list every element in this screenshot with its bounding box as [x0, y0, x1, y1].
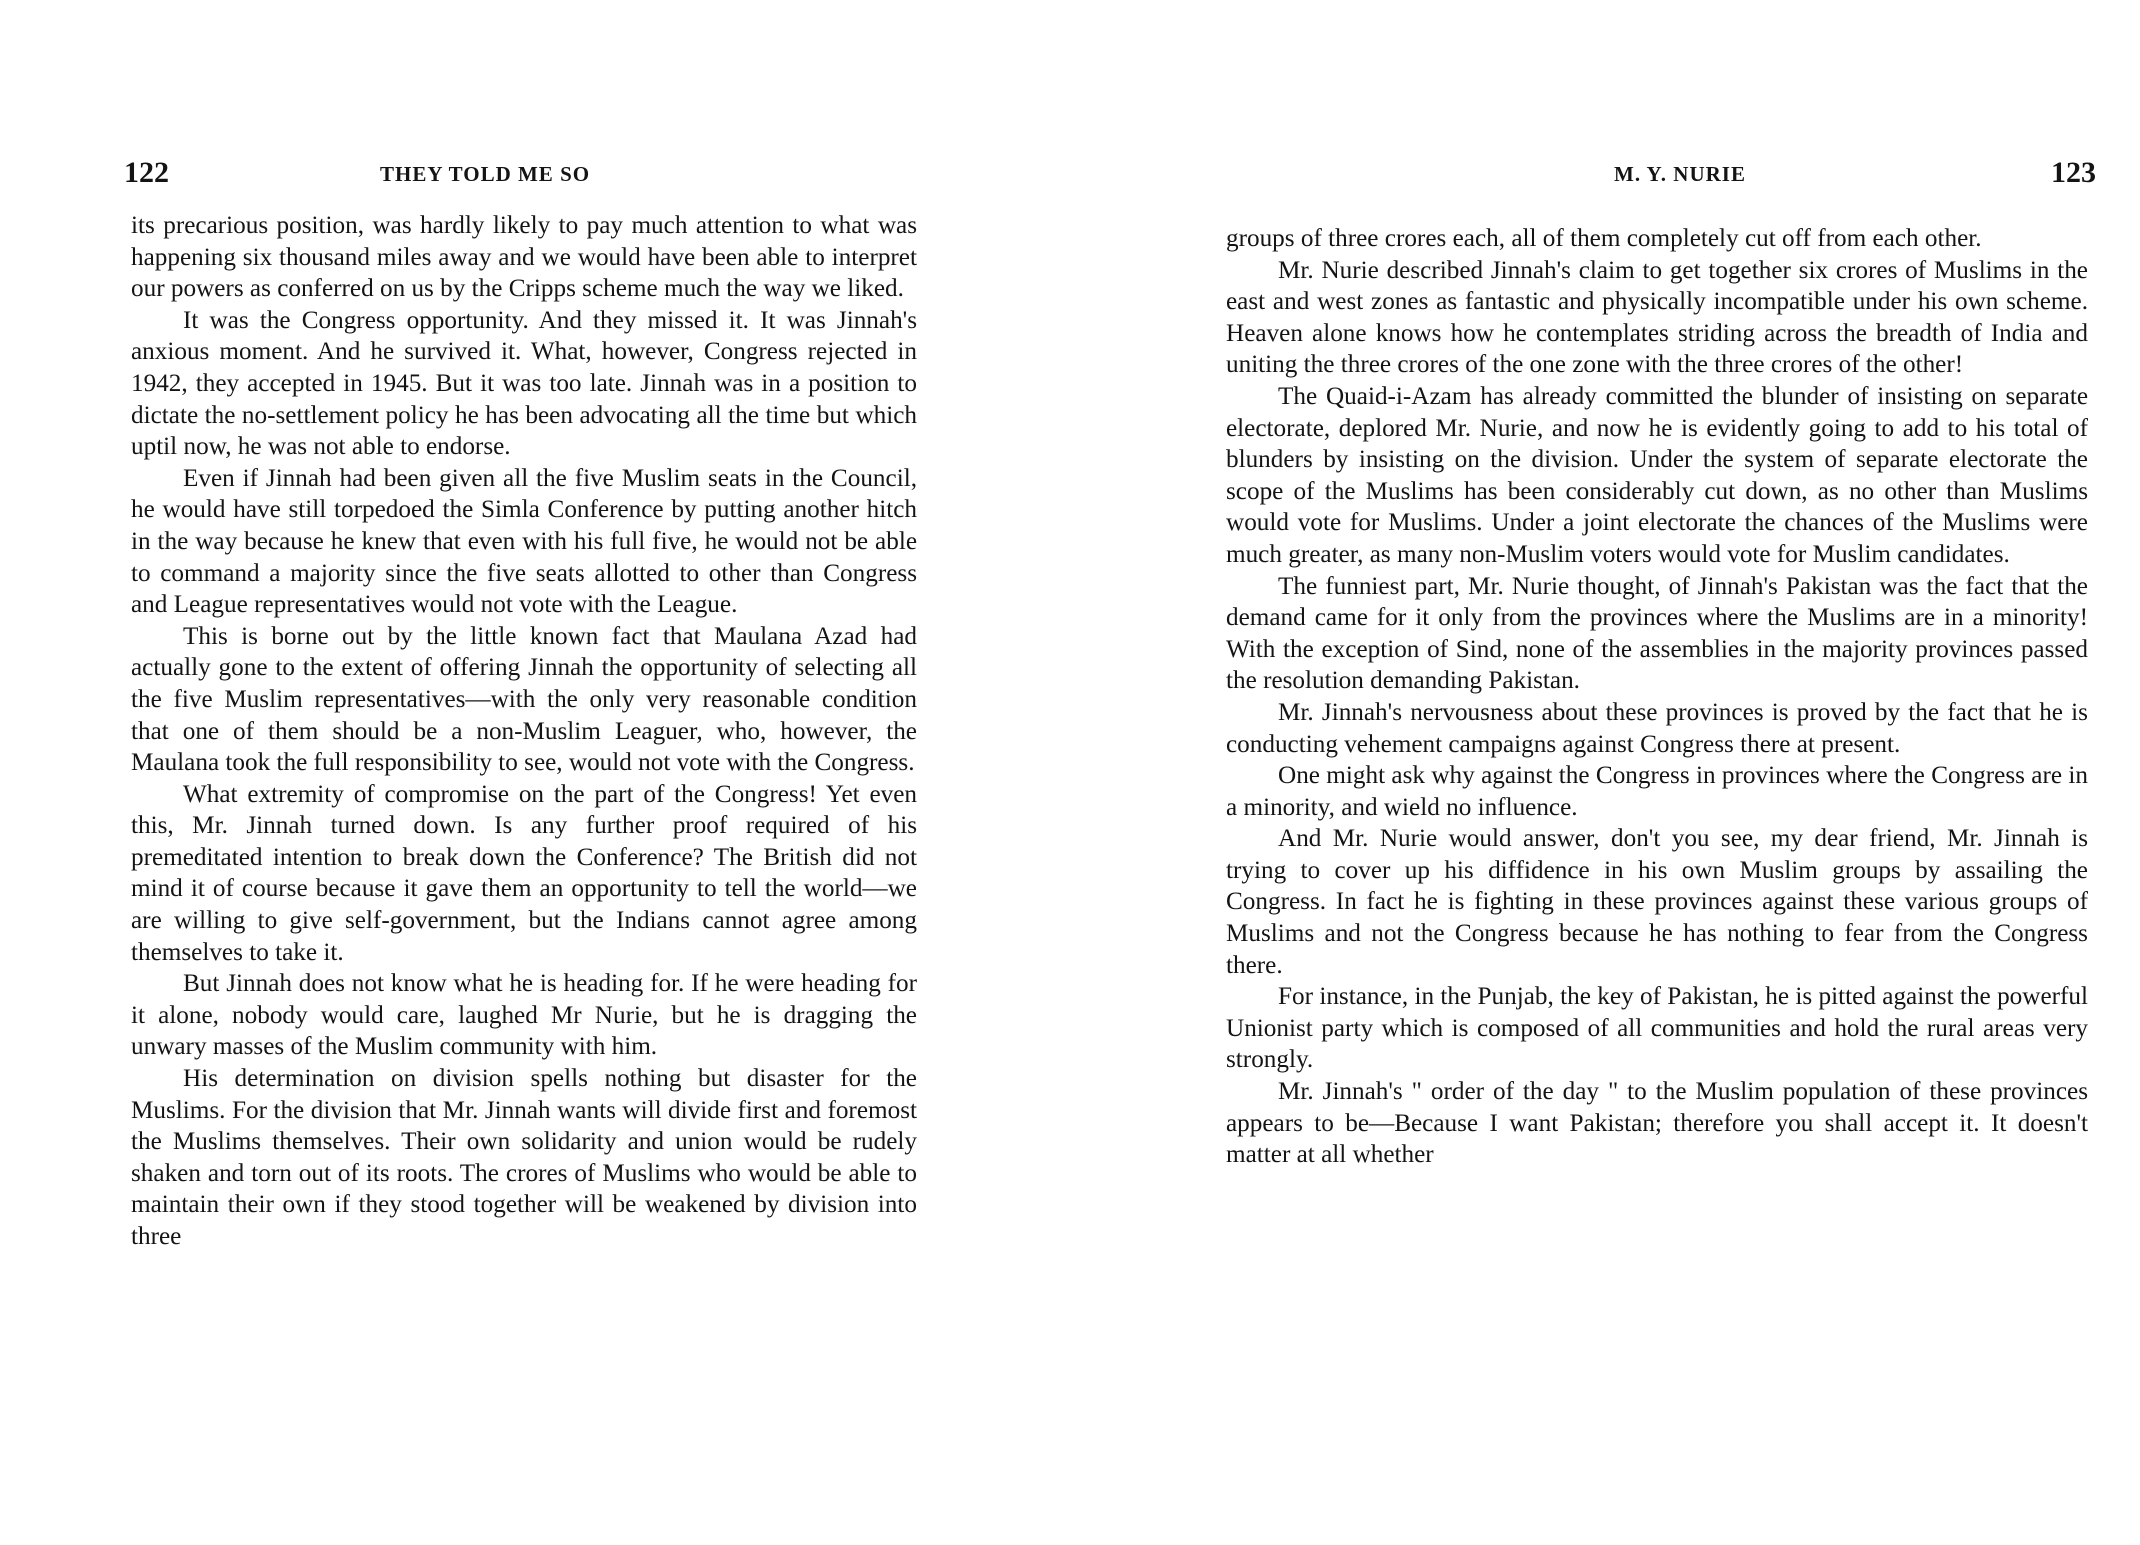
right-paragraph-5: Mr. Jinnah's nervousness about these provinces is proved by the fact that he is conducting vehement campaigns against Congress there at present. [1226, 698, 2088, 758]
left-body-text [131, 210, 917, 1253]
right-running-head [1224, 156, 2096, 196]
left-running-title: THEY TOLD ME SO [380, 162, 591, 186]
right-paragraph-3: The Quaid-i-Azam has already committed the blunder of insisting on separate electorate, deplored Mr. Nurie, and now he is evidently going to add to his total of blunders by insisting on the division. Under the system of separate electorate the scope of the Muslims has been considerably cut down, as no other than Muslims would vote for Muslims. Under a joint electorate the chances of the Muslims were much greater, as many non-Muslim voters would vote for Muslim candidates. [1226, 382, 2088, 568]
right-paragraph-4: The funniest part, Mr. Nurie thought, of Jinnah's Pakistan was the fact that the demand came for it only from the provinces where the Muslims are in a minority! With the exception of Sind, none of the assemblies in the majority provinces passed the resolution demanding Pakistan. [1226, 572, 2088, 695]
left-paragraph-5: What extremity of compromise on the part of the Congress! Yet even this, Mr. Jinnah turned down. Is any further proof required of his premeditated intention to break down the Conference? The British did not mind it of course because it gave them an opportunity to tell the world—we are willing to give self-government, but the Indians cannot agree among themselves to take it. [131, 780, 917, 966]
right-paragraph-6: One might ask why against the Congress in provinces where the Congress are in a minority, and wield no influence. [1226, 762, 2088, 821]
left-page-number: 122 [124, 156, 169, 189]
left-paragraph-2: It was the Congress opportunity. And they missed it. It was Jinnah's anxious moment. And he survived it. What, however, Congress rejected in 1942, they accepted in 1945. But it was too late. Jinnah was in a position to dictate the no-settlement policy he has been advocating all the time but which uptil now, he was not able to endorse. [131, 306, 917, 461]
right-page-number: 123 [2051, 156, 2096, 189]
left-paragraph-7: His determination on division spells nothing but disaster for the Muslims. For the division that Mr. Jinnah wants will divide first and foremost the Muslims themselves. Their own solidarity and union would be rudely shaken and torn out of its roots. The crores of Muslims who would be able to maintain their own if they stood together will be weakened by division into three [131, 1065, 917, 1250]
right-running-title: M. Y. NURIE [1614, 162, 1746, 186]
right-paragraph-1: groups of three crores each, all of them completely cut off from each other. [1226, 225, 1982, 252]
left-paragraph-3: Even if Jinnah had been given all the five Muslim seats in the Council, he would have still torpedoed the Simla Conference by putting another hitch in the way because he knew that even with his full five, he would not be able to command a majority since the five seats allotted to other than Congress and League representatives would not vote with the League. [131, 464, 917, 619]
left-running-head [124, 156, 924, 196]
right-body-text [1226, 223, 2088, 1171]
left-paragraph-6: But Jinnah does not know what he is heading for. If he were heading for it alone, nobody would care, laughed Mr Nurie, but he is dragging the unwary masses of the Muslim community with him. [131, 970, 917, 1061]
right-paragraph-9: Mr. Jinnah's " order of the day " to the Muslim population of these provinces appears to be—Because I want Pakistan; therefore you shall accept it. It doesn't matter at all whether [1226, 1078, 2088, 1169]
right-paragraph-2: Mr. Nurie described Jinnah's claim to get together six crores of Muslims in the east and west zones as fantastic and physically incompatible under his own scheme. Heaven alone knows how he contemplates striding across the breadth of India and uniting the three crores of the one zone with the three crores of the other! [1226, 256, 2088, 379]
right-page [1070, 0, 2140, 1545]
left-paragraph-4: This is borne out by the little known fact that Maulana Azad had actually gone to the extent of offering Jinnah the opportunity of selecting all the five Muslim representatives—with the only very reasonable condition that one of them should be a non-Muslim Leaguer, who, however, the Maulana took the full responsibility to see, would not vote with the Congress. [131, 622, 917, 777]
left-paragraph-1: its precarious position, was hardly likely to pay much attention to what was happening six thousand miles away and we would have been able to interpret our powers as conferred on us by the Cripps scheme much the way we liked. [131, 212, 917, 303]
right-paragraph-8: For instance, in the Punjab, the key of Pakistan, he is pitted against the powerful Unionist party which is composed of all communities and hold the rural areas very strongly. [1226, 983, 2088, 1074]
right-paragraph-7: And Mr. Nurie would answer, don't you see, my dear friend, Mr. Jinnah is trying to cover up his diffidence in his own Muslim groups by assailing the Congress. In fact he is fighting in these provinces against these various groups of Muslims and not the Congress because he has nothing to fear from the Congress there. [1226, 825, 2088, 979]
